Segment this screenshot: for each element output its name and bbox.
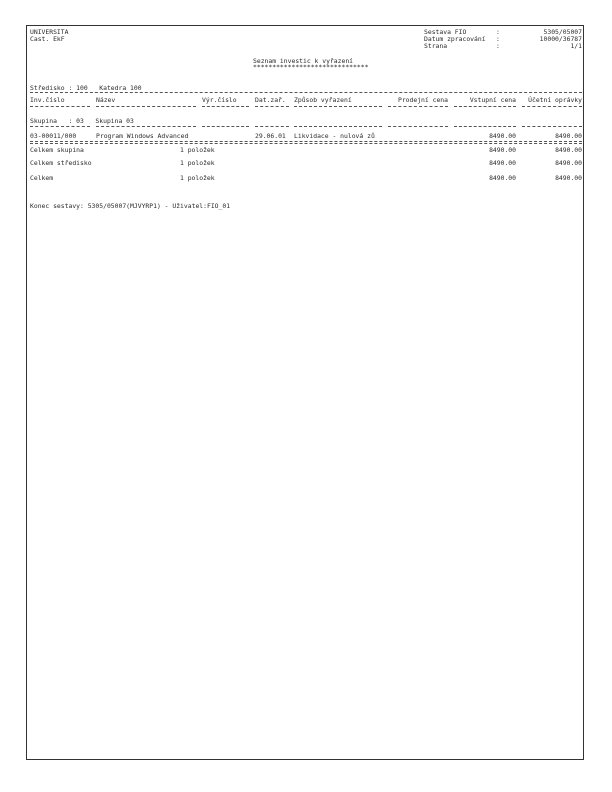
header-value-date: 10000/36787 bbox=[539, 35, 582, 43]
divider bbox=[454, 126, 516, 127]
total-count: 1 položek bbox=[180, 159, 215, 167]
col-header-depreciation: Účetní oprávky bbox=[528, 96, 582, 104]
divider bbox=[202, 106, 249, 107]
cost-center-label: Středisko : 100 Katedra 100 bbox=[30, 84, 142, 92]
report-title: Seznam investic k vyřazení bbox=[253, 57, 354, 65]
header-colon: : bbox=[496, 35, 500, 43]
divider bbox=[294, 106, 382, 107]
divider bbox=[96, 106, 196, 107]
header-label-report: Sestava FIO bbox=[424, 28, 467, 36]
total-depreciation: 8490.00 bbox=[555, 159, 582, 167]
divider bbox=[255, 126, 289, 127]
divider bbox=[202, 126, 249, 127]
divider bbox=[30, 106, 90, 107]
total-depreciation: 8490.00 bbox=[555, 174, 582, 182]
col-header-method: Způsob vyřazení bbox=[294, 96, 352, 104]
cell-input: 8490.00 bbox=[489, 132, 516, 140]
cell-depreciation: 8490.00 bbox=[555, 132, 582, 140]
divider bbox=[522, 106, 582, 107]
divider bbox=[30, 126, 90, 127]
report-footer: Konec sestavy: 5305/05007(MJVYRP1) - Uživatel:FIO_01 bbox=[30, 202, 231, 210]
org-unit: Cast. EkF bbox=[30, 35, 65, 43]
header-colon: : bbox=[496, 42, 500, 50]
header-colon: : bbox=[496, 28, 500, 36]
group-label: Skupina : 03 Skupina 03 bbox=[30, 117, 134, 125]
total-label: Celkem středisko bbox=[30, 159, 92, 167]
divider bbox=[522, 126, 582, 127]
total-input: 8490.00 bbox=[489, 174, 516, 182]
cell-method: Likvidace - nulová zů bbox=[294, 132, 375, 140]
divider bbox=[96, 126, 196, 127]
divider bbox=[454, 106, 516, 107]
total-depreciation: 8490.00 bbox=[555, 146, 582, 154]
header-label-page: Strana bbox=[424, 42, 448, 50]
total-input: 8490.00 bbox=[489, 159, 516, 167]
col-header-input: Vstupní cena bbox=[469, 96, 516, 104]
col-header-date: Dat.zař. bbox=[255, 96, 286, 104]
col-header-name: Název bbox=[96, 96, 116, 104]
report-title-underline: ****************************** bbox=[253, 63, 369, 71]
org-name: UNIVERSITA bbox=[30, 28, 69, 36]
cell-name: Program Windows Advanced bbox=[96, 132, 189, 140]
total-count: 1 položek bbox=[180, 146, 215, 154]
header-value-report: 5305/05007 bbox=[543, 28, 582, 36]
col-header-sale: Prodejní cena bbox=[397, 96, 448, 104]
header-label-date: Datum zpracování bbox=[424, 35, 486, 43]
total-count: 1 položek bbox=[180, 174, 215, 182]
header-value-page: 1/1 bbox=[570, 42, 582, 50]
divider bbox=[30, 92, 582, 93]
total-input: 8490.00 bbox=[489, 146, 516, 154]
divider bbox=[294, 126, 382, 127]
total-label: Celkem bbox=[30, 174, 54, 182]
divider bbox=[388, 126, 448, 127]
divider bbox=[388, 106, 448, 107]
cell-date: 29.06.01 bbox=[255, 132, 286, 140]
divider bbox=[30, 141, 582, 142]
divider bbox=[30, 143, 582, 144]
total-label: Celkem skupina bbox=[30, 146, 84, 154]
col-header-serial: Výr.číslo bbox=[202, 96, 237, 104]
cell-inv: 03-00011/000 bbox=[30, 132, 77, 140]
divider bbox=[255, 106, 289, 107]
col-header-inv: Inv.číslo bbox=[30, 96, 65, 104]
